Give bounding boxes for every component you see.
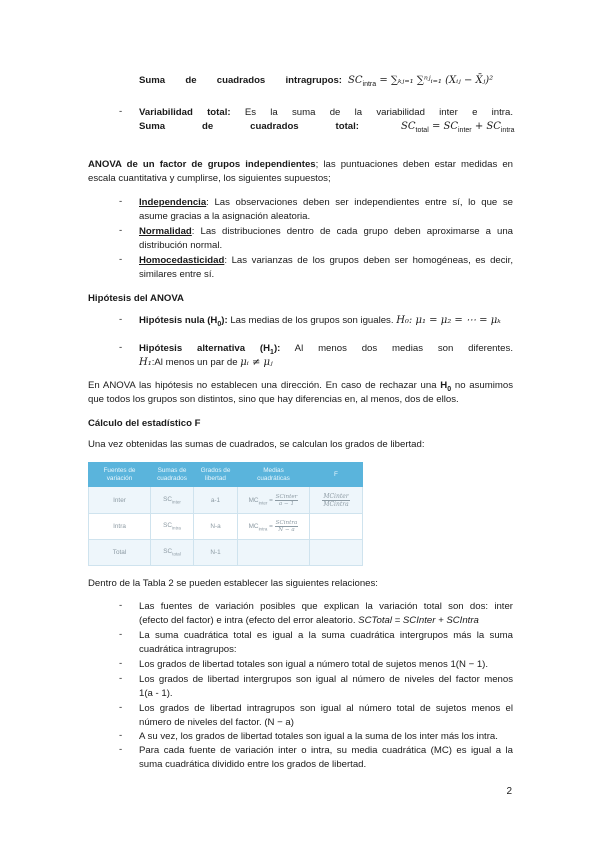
- var-total-line: Variabilidad total: Es la suma de la variabilidad inter e intra.: [139, 107, 513, 118]
- sum-intra-formula: $SC_{intra}$ = ∑ₖⱼ₌₁ ∑ⁿʲᵢ₌₁ (Xᵢⱼ − X̄ⱼ)²: [348, 75, 494, 88]
- table-header-row: [89, 463, 363, 487]
- relacion-item-2: La suma cuadrática total es igual a la suma cuadrática intergrupos más la suma: [139, 630, 513, 641]
- h0-formula: H₀: μ₁ = μ₂ = ⋯ = μₖ: [396, 315, 501, 326]
- calculo-title: Cálculo del estadístico F: [88, 418, 201, 429]
- assumption-normalidad: Normalidad: Las distribuciones dentro de cada grupo deben aproximarse a una: [139, 226, 513, 237]
- calculo-intro: Una vez obtenidas las sumas de cuadrados, se calculan los grados de libertad:: [88, 439, 425, 450]
- table-row: Intra $SC_{intra}$ N-a $MC_{intra}$ = $\frac{\text{SCintra}}{N - a}$: [89, 514, 363, 540]
- table-row: Total $SC_{total}$ N-1: [89, 540, 363, 566]
- header-fuentes: Fuentes de variación: [89, 463, 151, 487]
- relacion-item-1: Las fuentes de variación posibles que explican la variación total son dos: inter: [139, 601, 513, 612]
- relacion-item-7: Para cada fuente de variación inter o intra, su media cuadrática (MC) es igual a la: [139, 745, 513, 756]
- anova-intro-line1: ANOVA de un factor de grupos independientes; las puntuaciones deben estar medidas en: [88, 159, 513, 170]
- hipotesis-note-line1: En ANOVA las hipótesis no establecen una dirección. En caso de rechazar una $H_0$ no asumimos: [88, 380, 513, 393]
- table-row: Inter $SC_{inter}$ a-1 $MC_{inter}$ = $\frac{\text{SCinter}}{a - 1}$ $\frac{\text{MCinter}}{\text{MCintra}}$: [89, 487, 363, 514]
- document-page: Suma de cuadrados intragrupos: $SC_{intra}$ = ∑ₖⱼ₌₁ ∑ⁿʲᵢ₌₁ (Xᵢⱼ − X̄ⱼ)² - Variabilidad total: Es la suma de la variabilidad inter e intra. Suma de cuadrados total: $SC_{total} = SC_{inter} + SC_{intra}$ ANOVA de un factor de grupos independientes; las puntuaciones deben estar medidas en escala cuantitativa y cumplirse, los siguientes supuestos; - Independencia: Las observaciones deben ser independientes entre sí, lo que se asume gracias a la asignación aleatoria. - Normalidad: Las distribuciones dentro de cada grupo deben aproximarse a una distribución normal. - Homocedasticidad: Las varianzas de los grupos deben ser homogéneas, es decir, similares entre sí. Hipótesis del ANOVA - Hipótesis nula $(H_0)$: Las medias de los grupos son iguales. H₀: μ₁ = μ₂ = ⋯ = μₖ - Hipótesis alternativa $(H_1)$: Al menos dos medias son diferentes. H₁:Al menos un par de μᵢ ≠ μⱼ En ANOVA las hipótesis no establecen una dirección. En caso de rechazar una $H_0$ no asumimos que todos los grupos son distintos, sino que hay diferencias en, al menos, dos de ellos. Cálculo del estadístico F Una vez obtenidas las sumas de cuadrados, se calculan los grados de libertad: Fuentes de variación Sumas de cuadrados Grados de libertad Medias cuadráticas F Inter $SC_{inter}$ a-1 $MC_{inter}$ = $\frac{\text{SCinter}}{a - 1}$ $\frac{\text{MCinter}}{\text{MCintra}}$ Intra $SC_{intra}$ N-a $MC_{intra}$ = $\frac{\text{SCintra}}{N - a}$ Total $SC_{total}$ N-1 Dentro de la Tabla 2 se pueden establecer las siguientes relaciones: - Las fuentes de variación posibles que explican la variación total son dos: inter (efecto del factor) e intra (efecto del error aleatorio. SCTotal = SCInter + SCIntra - La suma cuadrática total es igual a la suma cuadrática intergrupos más la suma cuadrática intragrupos: - Los grados de libertad totales son igual a número total de sujetos menos 1(N − 1). - Los grados de libertad intergrupos son igual al número de niveles del factor menos 1(a - 1). - Los grados de libertad intragrupos son igual al número total de sujetos menos el número de niveles del factor. (N − a) - A su vez, los grados de libertad totales son igual a la suma de los inter más los intra. - Para cada fuente de variación inter o intra, su media cuadrática (MC) es igual a la suma cuadrática dividido entre los grados de libertad. 2: [88, 75, 515, 797]
- anova-table: [88, 462, 363, 566]
- sum-total-line: Suma de cuadrados total: $SC_{total} = SC_{inter} + SC_{intra}$: [139, 120, 513, 133]
- sum-total-formula: $SC_{total} = SC_{inter} + SC_{intra}$: [401, 121, 515, 134]
- header-sumas: Sumas de cuadrados: [151, 463, 194, 487]
- anova-title: ANOVA de un factor de grupos independientes: [88, 159, 316, 170]
- relacion-item-5: Los grados de libertad intragrupos son igual al número total de sujetos menos el: [139, 703, 513, 714]
- assumption-homocedasticidad: Homocedasticidad: Las varianzas de los grupos deben ser homogéneas, es decir,: [139, 255, 513, 266]
- hipotesis-title: Hipótesis del ANOVA: [88, 293, 184, 304]
- bullet-dash: -: [119, 106, 123, 117]
- hipotesis-note-line2: que todos los grupos son distintos, sino que hay diferencias en, al menos, dos de ellos.: [88, 394, 459, 405]
- h0-line: Hipótesis nula $(H_0)$: Las medias de los grupos son iguales. H₀: μ₁ = μ₂ = ⋯ = μₖ: [139, 315, 501, 328]
- page-number: 2: [506, 786, 512, 797]
- h1-line: Hipótesis alternativa $(H_1)$: Al menos dos medias son diferentes.: [139, 343, 513, 356]
- sum-intra-label: Suma de cuadrados intragrupos:: [139, 75, 342, 86]
- relacion-item-4: Los grados de libertad intergrupos son igual al número de niveles del factor menos: [139, 674, 513, 685]
- header-f: F: [310, 463, 363, 487]
- relaciones-intro: Dentro de la Tabla 2 se pueden establecer las siguientes relaciones:: [88, 578, 378, 589]
- relacion-item-3: Los grados de libertad totales son igual a número total de sujetos menos 1(N − 1).: [139, 659, 489, 670]
- sum-intra-row: [139, 74, 342, 87]
- header-medias: Medias cuadráticas: [238, 463, 310, 487]
- relacion-item-6: A su vez, los grados de libertad totales son igual a la suma de los inter más los intra.: [139, 731, 498, 742]
- header-grados: Grados de libertad: [194, 463, 238, 487]
- h1-line2: H₁:Al menos un par de μᵢ ≠ μⱼ: [139, 357, 273, 368]
- assumption-independencia: Independencia: Las observaciones deben ser independientes entre sí, lo que se: [139, 197, 513, 208]
- anova-intro-line2: escala cuantitativa y cumplirse, los siguientes supuestos;: [88, 173, 331, 184]
